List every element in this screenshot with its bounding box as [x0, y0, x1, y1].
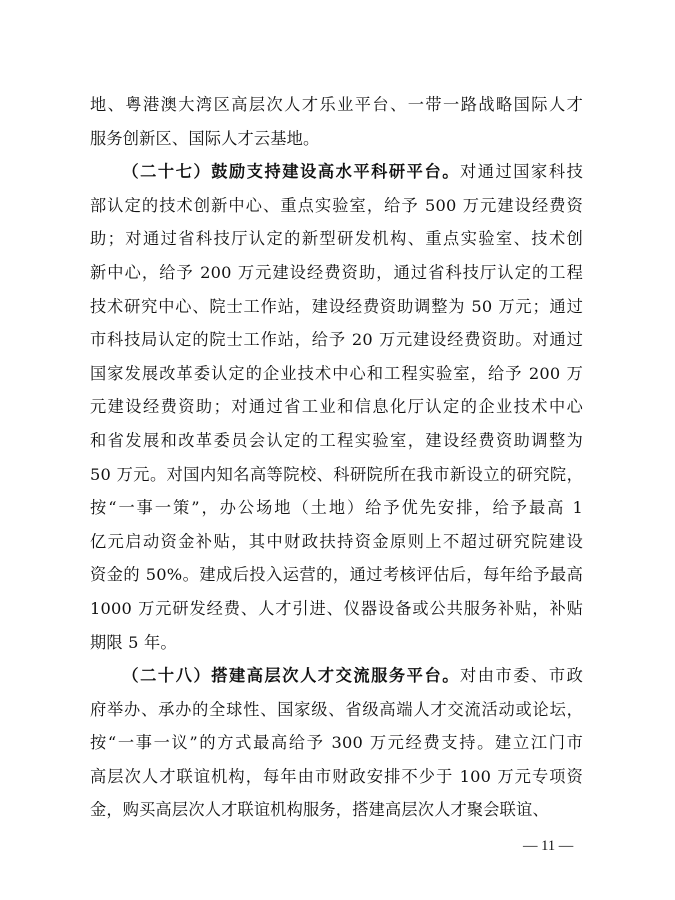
line-text: 府举办、承办的全球性、国家级、省级高端人才交流活动或论坛， [90, 699, 583, 719]
line-text: 按“一事一策”，办公场地（土地）给予优先安排，给予最高 1 [90, 498, 583, 518]
text-line [90, 189, 583, 223]
line-text: 对由市委、市政 [459, 666, 583, 686]
line-text: 期限 5 年。 [90, 632, 177, 652]
line-text: 新中心，给予 200 万元建设经费资助，通过省科技厅认定的工程 [90, 262, 583, 282]
section-heading: （二十七）鼓励支持建设高水平科研平台。 [122, 162, 460, 182]
text-line [90, 558, 583, 592]
text-line [90, 323, 583, 357]
paragraph [90, 659, 583, 827]
line-text: 50 万元。对国内知名高等院校、科研院所在我市新设立的研究院， [90, 464, 583, 484]
line-text: 服务创新区、国际人才云基地。 [90, 128, 320, 148]
text-line [90, 290, 583, 324]
line-text: 亿元启动资金补贴，其中财政扶持资金原则上不超过研究院建设 [90, 531, 583, 551]
text-line [90, 693, 583, 727]
page-number: — 11 — [523, 838, 574, 854]
text-line [90, 626, 583, 660]
line-text: 1000 万元研发经费、人才引进、仪器设备或公共服务补贴，补贴 [90, 598, 583, 618]
line-text: 市科技局认定的院士工作站，给予 20 万元建设经费资助。对通过 [90, 330, 583, 350]
text-line [90, 458, 583, 492]
text-line [90, 122, 583, 156]
text-line [90, 525, 583, 559]
line-text: 资金的 50%。建成后投入运营的，通过考核评估后，每年给予最高 [90, 565, 583, 585]
text-line [90, 793, 583, 827]
paragraph [90, 155, 583, 659]
text-line [90, 256, 583, 290]
line-text: 金，购买高层次人才联谊机构服务，搭建高层次人才聚会联谊、 [90, 800, 549, 820]
text-line [90, 155, 583, 189]
text-line [90, 88, 583, 122]
text-line [90, 659, 583, 693]
text-line [90, 491, 583, 525]
text-line [90, 222, 583, 256]
line-text: 国家发展改革委认定的企业技术中心和工程实验室，给予 200 万 [90, 363, 583, 383]
line-text: 技术研究中心、院士工作站，建设经费资助调整为 50 万元；通过 [90, 296, 583, 316]
line-text: 高层次人才联谊机构，每年由市财政安排不少于 100 万元专项资 [90, 766, 583, 786]
document-body [90, 88, 583, 827]
line-text: 助；对通过省科技厅认定的新型研发机构、重点实验室、技术创 [90, 229, 583, 249]
section-heading: （二十八）搭建高层次人才交流服务平台。 [122, 666, 460, 686]
text-line [90, 760, 583, 794]
line-text: 部认定的技术创新中心、重点实验室，给予 500 万元建设经费资 [90, 195, 583, 215]
text-line [90, 424, 583, 458]
text-line [90, 390, 583, 424]
line-text: 按“一事一议”的方式最高给予 300 万元经费支持。建立江门市 [90, 733, 583, 753]
text-line [90, 726, 583, 760]
line-text: 地、粤港澳大湾区高层次人才乐业平台、一带一路战略国际人才 [90, 95, 583, 114]
line-text: 和省发展和改革委员会认定的工程实验室，建设经费资助调整为 [90, 430, 583, 450]
line-text: 对通过国家科技 [459, 162, 583, 182]
text-line [90, 357, 583, 391]
line-text: 元建设经费资助；对通过省工业和信息化厅认定的企业技术中心 [90, 397, 583, 417]
paragraph [90, 88, 583, 155]
text-line [90, 592, 583, 626]
